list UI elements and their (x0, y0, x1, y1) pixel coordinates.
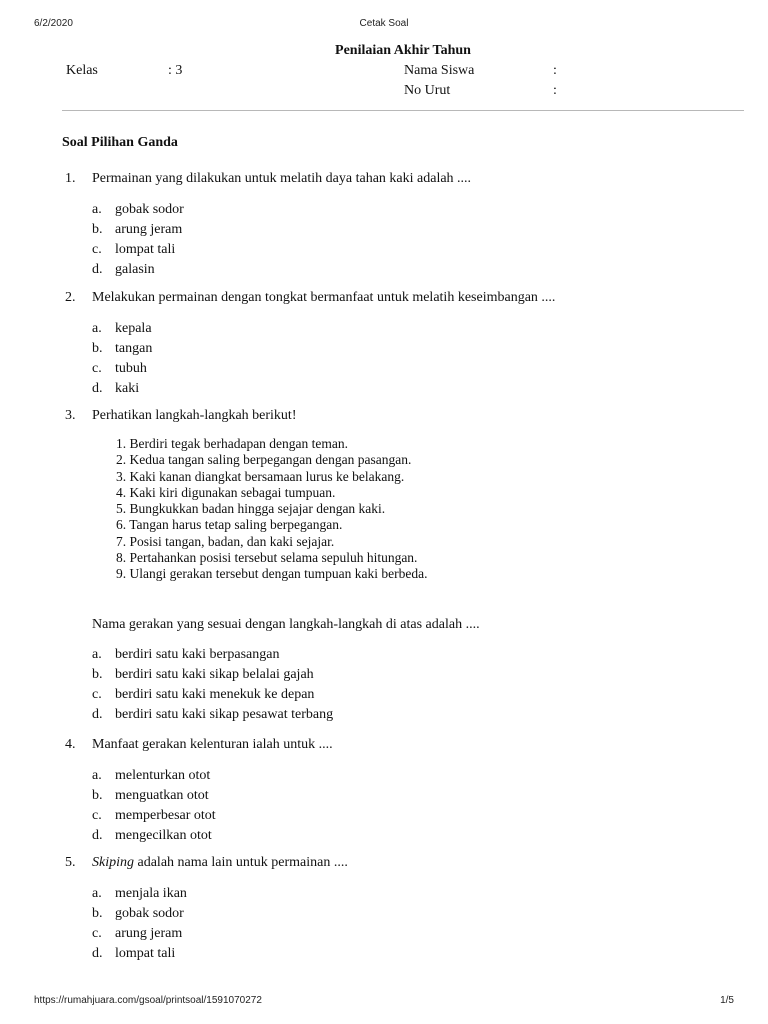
option-letter: a. (92, 321, 102, 336)
option-letter: b. (92, 341, 103, 356)
step-item: 6. Tangan harus tetap saling berpegangan. (116, 517, 343, 533)
option-letter: d. (92, 946, 103, 961)
question-text: Melakukan permainan dengan tongkat bermanfaat untuk melatih keseimbangan .... (92, 290, 556, 305)
option-letter: b. (92, 667, 103, 682)
option-letter: c. (92, 808, 102, 823)
option-letter: a. (92, 647, 102, 662)
option-letter: d. (92, 707, 103, 722)
option-letter: d. (92, 828, 103, 843)
option-text: memperbesar otot (115, 808, 216, 823)
question-text: Perhatikan langkah-langkah berikut! (92, 408, 297, 423)
option-text: kepala (115, 321, 152, 336)
option-letter: c. (92, 361, 102, 376)
question-number: 3. (65, 408, 76, 423)
document-title: Penilaian Akhir Tahun (335, 43, 471, 58)
option-text: melenturkan otot (115, 768, 211, 783)
nama-siswa-value: : (553, 63, 557, 78)
option-text: arung jeram (115, 222, 183, 237)
option-text: berdiri satu kaki menekuk ke depan (115, 687, 315, 702)
print-page-number: 1/5 (720, 995, 734, 1006)
step-item: 3. Kaki kanan diangkat bersamaan lurus ke belakang. (116, 468, 405, 484)
option-letter: a. (92, 202, 102, 217)
step-item: 5. Bungkukkan badan hingga sejajar dengan kaki. (116, 501, 386, 517)
question-text (92, 855, 348, 871)
question-number: 4. (65, 737, 76, 752)
option-text: lompat tali (115, 946, 176, 961)
question-number: 2. (65, 290, 76, 305)
option-text: berdiri satu kaki sikap belalai gajah (115, 667, 314, 682)
option-text: kaki (115, 381, 140, 396)
option-letter: b. (92, 906, 103, 921)
option-letter: d. (92, 381, 103, 396)
option-letter: d. (92, 262, 103, 277)
print-page-title: Cetak Soal (359, 18, 409, 29)
step-item: 2. Kedua tangan saling berpegangan dengan pasangan. (116, 452, 412, 468)
option-text: menguatkan otot (115, 788, 209, 803)
option-text: berdiri satu kaki berpasangan (115, 647, 280, 662)
option-text: tubuh (115, 361, 147, 376)
step-list (116, 436, 428, 583)
print-url: https://rumahjuara.com/gsoal/printsoal/1591070272 (34, 995, 262, 1006)
option-text: mengecilkan otot (115, 828, 212, 843)
option-text: arung jeram (115, 926, 183, 941)
option-text: galasin (115, 262, 155, 277)
option-text: menjala ikan (115, 886, 187, 901)
option-text: tangan (115, 341, 153, 356)
step-item: 9. Ulangi gerakan tersebut dengan tumpuan kaki berbeda. (116, 566, 428, 582)
step-item: 4. Kaki kiri digunakan sebagai tumpuan. (116, 484, 336, 500)
kelas-value: : 3 (168, 63, 183, 78)
step-item: 7. Posisi tangan, badan, dan kaki sejajar. (116, 533, 335, 549)
option-text: berdiri satu kaki sikap pesawat terbang (115, 707, 334, 722)
no-urut-label: No Urut (404, 83, 451, 98)
option-letter: c. (92, 687, 102, 702)
option-letter: a. (92, 768, 102, 783)
option-letter: a. (92, 886, 102, 901)
kelas-label: Kelas (66, 63, 98, 78)
option-letter: b. (92, 788, 103, 803)
step-item: 8. Pertahankan posisi tersebut selama sepuluh hitungan. (116, 550, 418, 566)
no-urut-value: : (553, 83, 557, 98)
question-text: Permainan yang dilakukan untuk melatih daya tahan kaki adalah .... (92, 171, 472, 186)
question-italic-term: Skiping (92, 855, 134, 870)
question-number: 5. (65, 855, 76, 870)
section-title: Soal Pilihan Ganda (62, 135, 178, 150)
option-letter: b. (92, 222, 103, 237)
option-letter: c. (92, 926, 102, 941)
nama-siswa-label: Nama Siswa (404, 63, 475, 78)
step-item: 1. Berdiri tegak berhadapan dengan teman. (116, 436, 349, 451)
question-followup-text: Nama gerakan yang sesuai dengan langkah-langkah di atas adalah .... (92, 617, 480, 632)
option-text: gobak sodor (115, 202, 184, 217)
question-number: 1. (65, 171, 76, 186)
option-text: lompat tali (115, 242, 176, 257)
print-date: 6/2/2020 (34, 18, 73, 29)
option-text: gobak sodor (115, 906, 184, 921)
header-divider (62, 110, 744, 111)
question-text-rest: adalah nama lain untuk permainan .... (134, 855, 348, 870)
question-text: Manfaat gerakan kelenturan ialah untuk .... (92, 737, 333, 752)
option-letter: c. (92, 242, 102, 257)
